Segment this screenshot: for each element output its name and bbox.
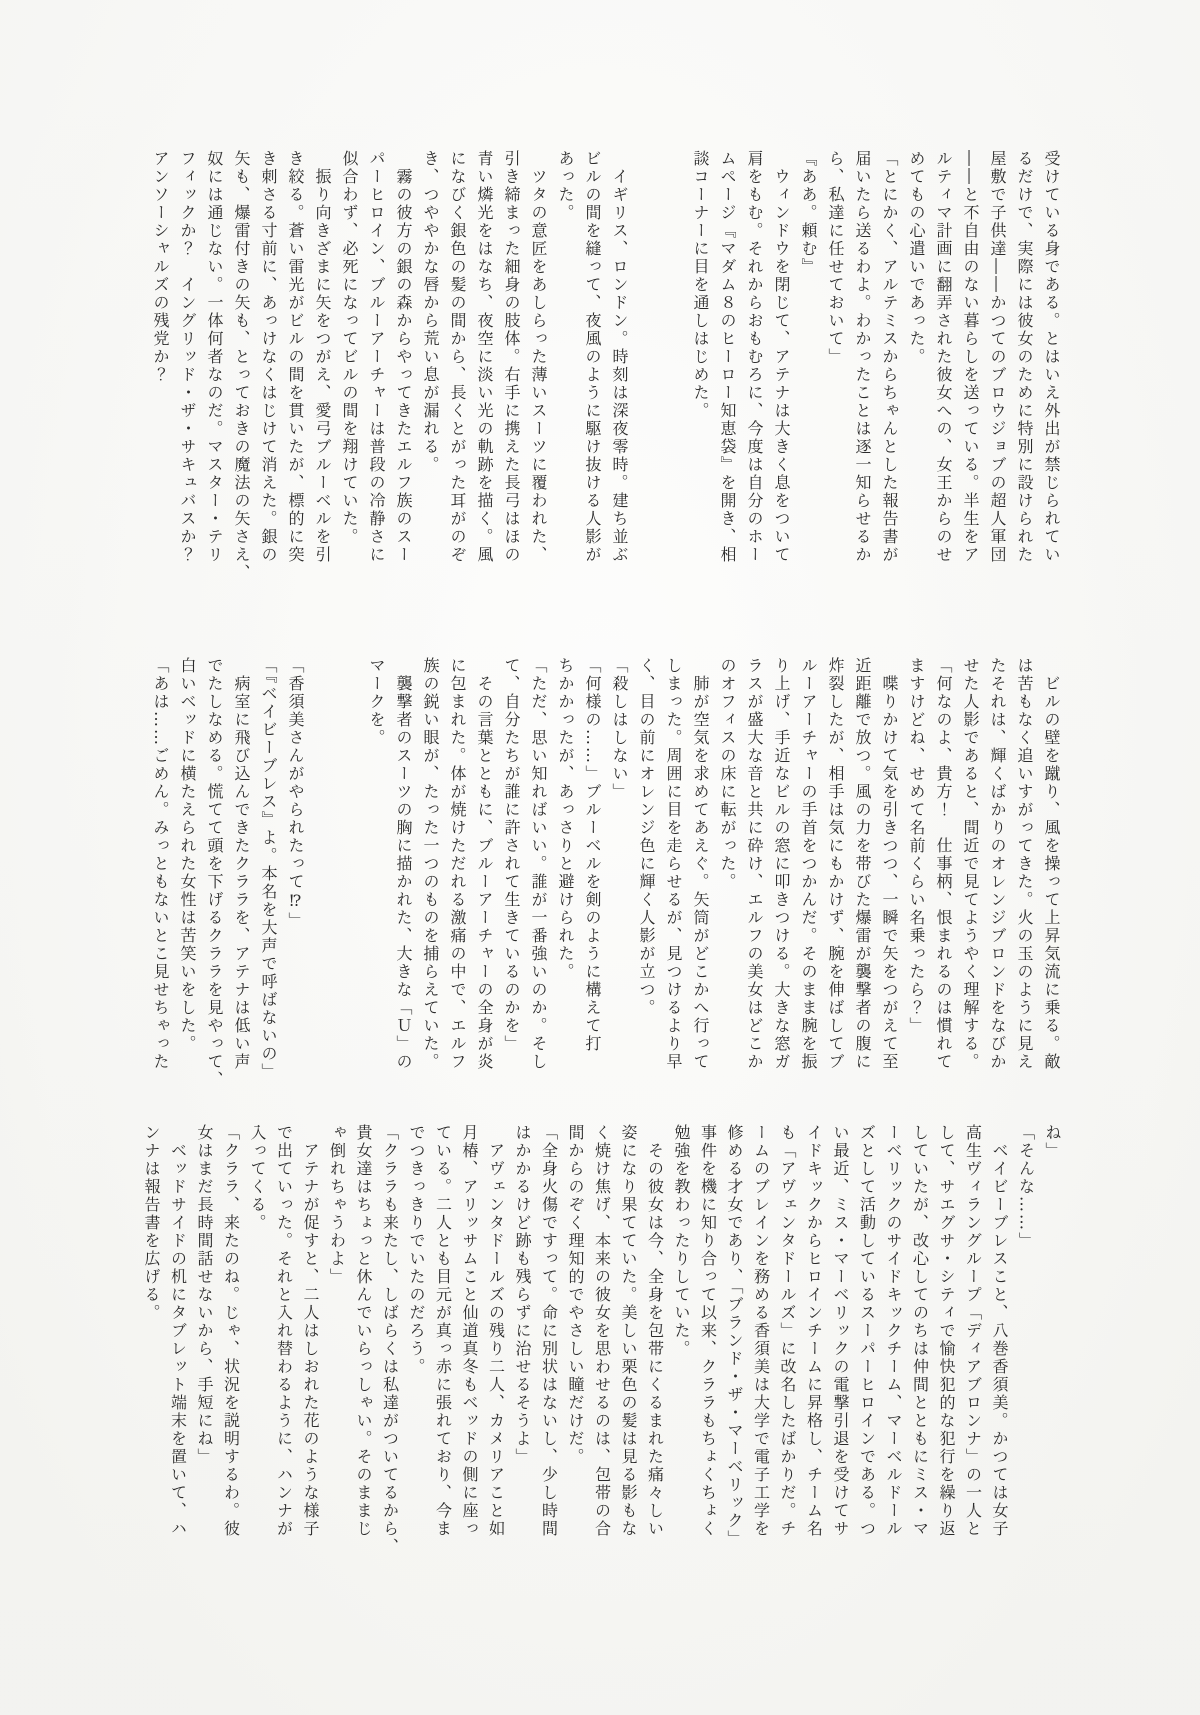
text-column: ウィンドウを閉じて、アテナは大きく息をついて xyxy=(772,150,791,564)
text-column: り上げ、手近なビルの窓に叩きつける。大きな窓ガ xyxy=(772,657,791,1071)
text-band-middle xyxy=(147,657,1065,1095)
text-column: しまった。周囲に目を走らせるが、見つけるより早 xyxy=(664,657,683,1071)
text-column: ーベリックのサイドキックチーム、マーベルドール xyxy=(884,1124,903,1538)
text-band-top xyxy=(147,150,1065,588)
text-column: フィックか？ イングリッド・ザ・サキュバスか？ xyxy=(178,150,197,564)
text-column: は苦もなく追いすがってきた。火の玉のように見え xyxy=(1015,657,1034,1071)
text-column: ムページ『マダム８のヒーロー知恵袋』を開き、相 xyxy=(718,150,737,564)
text-column: 族の鋭い眼が、たった一つのものを捕らえていた。 xyxy=(421,657,440,1071)
text-column: 談コーナーに目を通しはじめた。 xyxy=(691,150,710,420)
text-column: せた人影であると、間近で見てようやく理解する。 xyxy=(961,657,980,1071)
text-column: ツタの意匠をあしらった薄いスーツに覆われた、 xyxy=(529,150,548,564)
text-column: 「あは……ごめん。みっともないとこ見せちゃった xyxy=(151,657,170,1071)
text-column: ちかかったが、あっさりと避けられた。 xyxy=(556,657,575,981)
text-column: 間からのぞく理知的でやさしい瞳だけだ。 xyxy=(566,1124,585,1466)
text-column: 「ただ、思い知ればいい。誰が一番強いのか。そし xyxy=(529,657,548,1071)
text-column: でたしなめる。慌てて頭を下げるクララを見やって、 xyxy=(205,657,224,1089)
text-column: はかかるけど跡も残らずに治せるそうよ」 xyxy=(513,1124,532,1466)
text-column: その言葉とともに、ブルーアーチャーの全身が炎 xyxy=(475,657,494,1071)
text-column: ね」 xyxy=(1043,1124,1062,1160)
text-column: に包まれた。体が焼けただれる激痛の中で、エルフ xyxy=(448,657,467,1071)
text-column: 高生ヴィラングループ「ディアブロンナ」の一人と xyxy=(963,1124,983,1538)
text-column: 修める才女であり、「ブランド・ザ・マーベリック」 xyxy=(725,1124,744,1548)
text-column: 「殺しはしない」 xyxy=(610,657,629,801)
text-column: ている。二人とも目元が真っ赤に張れており、今ま xyxy=(433,1124,453,1538)
text-column: 病室に飛び込んできたクララを、アテナは低い声 xyxy=(232,657,251,1071)
text-column: 入ってくる。 xyxy=(248,1124,267,1232)
text-column: 肺が空気を求めてあえぐ。矢筒がどこかへ行って xyxy=(691,657,710,1071)
text-column: き、つややかな唇から荒い息が漏れる。 xyxy=(421,150,440,474)
text-column: でつきっきりでいたのだろう。 xyxy=(407,1124,426,1376)
text-column: 受けている身である。とはいえ外出が禁じられてい xyxy=(1042,150,1061,564)
text-column: あった。 xyxy=(556,150,575,222)
text-column: い最近、ミス・マーベリックの電撃引退を受けてサ xyxy=(831,1124,850,1538)
text-column: 「全身火傷ですって。命に別状はないし、少し時間 xyxy=(539,1124,559,1538)
text-column: たそれは、輝くばかりのオレンジブロンドをなびか xyxy=(988,657,1007,1071)
text-column: めてもの心遣いであった。 xyxy=(907,150,926,366)
text-column: き絞る。蒼い雷光がビルの間を貫いたが、標的に突 xyxy=(286,150,305,564)
text-column: ビルの間を縫って、夜風のように駆け抜ける人影が xyxy=(583,150,602,564)
text-column: 矢も、爆雷付きの矢も、とっておきの魔法の矢さえ、 xyxy=(232,150,251,582)
text-column: になびく銀色の髪の間から、長くとがった耳がのぞ xyxy=(448,150,467,564)
text-column: 奴には通じない。一体何者なのだ。マスター・テリ xyxy=(205,150,224,564)
text-column: 青い燐光をはなち、夜空に淡い光の軌跡を描く。風 xyxy=(475,150,494,564)
text-column: イギリス、ロンドン。時刻は深夜零時。建ち並ぶ xyxy=(610,150,629,564)
text-column: ますけどね、せめて名前くらい名乗ったら？」 xyxy=(907,657,926,1035)
text-column: アンソーシャルズの残党か？ xyxy=(151,150,170,384)
text-column: き刺さる寸前に、あっけなくはじけて消えた。銀の xyxy=(259,150,278,564)
text-column: 「クララも来たし、しばらくは私達がついてるから、 xyxy=(380,1124,400,1556)
text-column: その彼女は今、全身を包帯にくるまれた痛々しい xyxy=(645,1124,665,1538)
text-column: 「香須美さんがやられたって⁉」 xyxy=(286,657,305,930)
text-column: 「とにかく、アルテミスからちゃんとした報告書が xyxy=(880,150,899,564)
text-column: 事件を機に知り合って以来、クララもちょくちょく xyxy=(698,1124,718,1538)
text-column: く焼け焦げ、本来の彼女を思わせるのは、包帯の合 xyxy=(592,1124,612,1538)
text-column: パーヒロイン、ブルーアーチャーは普段の冷静さに xyxy=(367,150,386,564)
text-column: ルティマ計画に翻弄された彼女への、女王からのせ xyxy=(934,150,953,564)
text-column: で出ていった。それと入れ替わるように、ハンナが xyxy=(274,1124,294,1538)
text-column: 届いたら送るわよ。わかったことは逐一知らせるか xyxy=(853,150,872,564)
text-column: ームのブレインを務める香須美は大学で電子工学を xyxy=(751,1124,771,1538)
text-column: アヴェンタドールズの残り二人、カメリアこと如 xyxy=(486,1124,506,1538)
scene-break-column xyxy=(633,150,660,588)
text-column: 「クララ、来たのね。じゃ、状況を説明するわ。彼 xyxy=(221,1124,241,1538)
text-column: 炸裂したが、相手は気にもかけず、腕を伸ばしてブ xyxy=(826,657,845,1071)
text-column: ルーアーチャーの手首をつかんだ。そのまま腕を振 xyxy=(799,657,818,1071)
text-band-bottom xyxy=(138,1124,1066,1562)
text-column: ゃ倒れちゃうわよ」 xyxy=(327,1124,347,1286)
text-column: 白いベッドに横たえられた女性は苦笑いをした。 xyxy=(178,657,197,1053)
scene-break-column xyxy=(660,150,687,588)
text-column: 「『ベイビーブレス』よ。本名を大声で呼ばないの」 xyxy=(259,657,278,1081)
text-column: 引き締まった細身の肢体。右手に携えた長弓はほの xyxy=(502,150,521,564)
text-column: ビルの壁を蹴り、風を操って上昇気流に乗る。敵 xyxy=(1042,657,1061,1071)
text-column: 「そんな……」 xyxy=(1016,1124,1036,1250)
text-column: マークを。 xyxy=(367,657,386,747)
text-column: 『ああ。頼む』 xyxy=(799,150,818,276)
text-column: して、サエグサ・シティで愉快犯的な犯行を繰り返 xyxy=(937,1124,956,1538)
text-column: 女はまだ長時間話せないから、手短にね」 xyxy=(195,1124,214,1466)
text-column: 「何なのよ、貴方！ 仕事柄、恨まれるのは慣れて xyxy=(934,657,953,1071)
text-column: 姿になり果てていた。美しい栗色の髪は見る影もな xyxy=(619,1124,638,1538)
text-column: ベッドサイドの机にタブレット端末を置いて、ハ xyxy=(168,1124,188,1538)
text-column: のオフィスの床に転がった。 xyxy=(718,657,737,891)
text-column: ンナは報告書を広げる。 xyxy=(142,1124,161,1322)
text-column: 似合わず、必死になってビルの間を翔けていた。 xyxy=(340,150,359,546)
text-column: 屋敷で子供達――かつてのブロウジョブの超人軍団 xyxy=(988,150,1007,564)
text-column: 喋りかけて気を引きつつ、一瞬で矢をつがえて至 xyxy=(880,657,899,1071)
text-column: るだけで、実際には彼女のために特別に設けられた xyxy=(1015,150,1034,564)
text-column: 襲撃者のスーツの胸に描かれた、大きな「Ｕ」の xyxy=(394,657,413,1071)
text-column: アテナが促すと、二人はしおれた花のような様子 xyxy=(301,1124,320,1538)
text-column: イドキックからヒロインチームに昇格し、チーム名 xyxy=(804,1124,824,1538)
scene-break-column xyxy=(336,657,363,1095)
text-column: ベイビーブレスこと、八巻香須美。かつては女子 xyxy=(990,1124,1009,1538)
scene-break-column xyxy=(309,657,336,1095)
text-column: 肩をもむ。それからおもむろに、今度は自分のホー xyxy=(745,150,764,564)
text-column: 近距離で放つ。風の力を帯びた爆雷が襲撃者の腹に xyxy=(853,657,872,1071)
text-column: ――と不自由のない暮らしを送っている。半生をア xyxy=(961,150,980,564)
text-column: 霧の彼方の銀の森からやってきたエルフ族のスー xyxy=(394,150,413,564)
text-column: も「アヴェンタドールズ」に改名したばかりだ。チ xyxy=(778,1124,797,1538)
text-column: く、目の前にオレンジ色に輝く人影が立つ。 xyxy=(637,657,656,1017)
text-column: 振り向きざまに矢をつがえ、愛弓ブルーベルを引 xyxy=(313,150,332,564)
text-column: て、自分たちが誰に許されて生きているのかを」 xyxy=(502,657,521,1053)
text-column: 月椿、アリッサムこと仙道真冬もベッドの側に座っ xyxy=(460,1124,479,1538)
text-column: ズとして活動しているスーパーヒロインである。つ xyxy=(857,1124,877,1538)
text-column: 勉強を教わったりしていた。 xyxy=(672,1124,691,1358)
text-column: ラスが盛大な音と共に砕け、エルフの美女はどこか xyxy=(745,657,764,1071)
text-column: 貴女達はちょっと休んでいらっしゃい。そのままじ xyxy=(354,1124,373,1538)
text-column: ら、私達に任せておいて」 xyxy=(826,150,845,366)
text-column: 「何様の……」ブルーベルを剣のように構えて打 xyxy=(583,657,602,1053)
text-column: していたが、改心してのちは仲間とともにミス・マ xyxy=(910,1124,930,1538)
